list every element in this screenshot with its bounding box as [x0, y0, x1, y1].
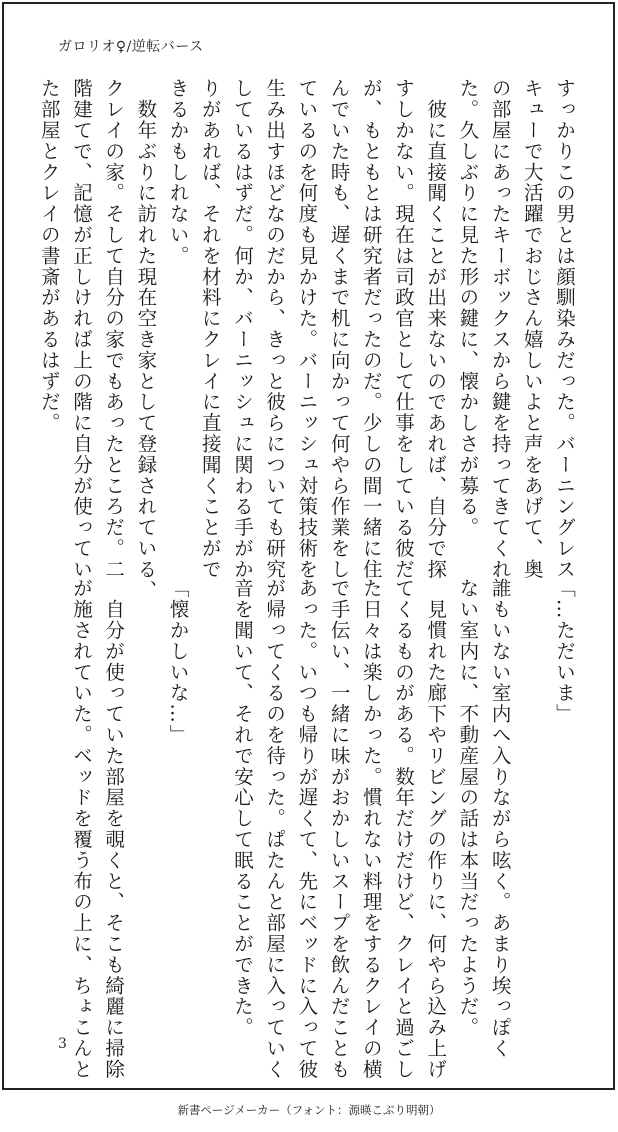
text-line: すしかない。現在は司政官として仕事をしている彼だ	[391, 78, 415, 580]
blank-line	[194, 578, 226, 1020]
text-line: 彼に直接聞くことが出来ないのであれば、自分で探	[424, 78, 448, 580]
text-line: すっかりこの男とは顔馴染みだった。バーニングレス	[553, 78, 576, 580]
text-line: 誰もいない室内へ入りながら呟く。あまり埃っぽく	[488, 578, 512, 1059]
text-line: 音を聞いて、それで安心して眠ることができた。	[230, 578, 254, 1038]
text-line: ているのを何度も見かけた。バーニッシュ対策技術を	[295, 78, 319, 580]
lower-text-column	[60, 578, 580, 1080]
upper-text-column	[37, 78, 580, 601]
text-line: あった。いつも帰りが遅くて、先にベッドに入って彼	[295, 578, 319, 1080]
text-line: ない室内に、不動産屋の話は本当だったようだ。	[456, 578, 480, 1038]
running-title: ガロリオ♀/逆転バース	[58, 39, 204, 55]
text-line: 「懐かしいな…」	[166, 578, 190, 746]
text-line: 階建てで、記憶が正しければ上の階に自分が使ってい	[69, 78, 93, 580]
text-line: りがあれば、それを材料にクレイに直接聞くことがで	[198, 78, 222, 580]
text-line: た。久しぶりに見た形の鍵に、懐かしさが募る。	[456, 78, 480, 538]
text-line: きるかもしれない。	[166, 78, 190, 267]
text-line: た日々は楽しかった。慣れない料理をするクレイの横	[359, 578, 383, 1080]
text-line: しているはずだ。何か、バーニッシュに関わる手がか	[230, 78, 254, 580]
text-line: が帰ってくるのを待った。ぱたんと部屋に入っていく	[263, 578, 287, 1080]
text-line: 自分が使っていた部屋を覗くと、そこも綺麗に掃除	[102, 578, 126, 1080]
text-line: てくるものがある。数年だけだけど、クレイと過ごし	[391, 578, 415, 1080]
text-line: の部屋にあったキーボックスから鍵を持ってきてくれ	[488, 78, 512, 580]
text-line: が、もともとは研究者だったのだ。少しの間一緒に住	[359, 78, 383, 580]
text-line: 見慣れた廊下やリビングの作りに、何やら込み上げ	[424, 578, 448, 1080]
text-line: 数年ぶりに訪れた現在空き家として登録されている、	[134, 78, 158, 601]
text-line: んでいた時も、遅くまで机に向かって何やら作業をし	[327, 78, 351, 580]
text-line: が施されていた。ベッドを覆う布の上に、ちょこんと	[69, 578, 93, 1080]
text-line: 生み出すほどなのだから、きっと彼らについても研究	[263, 78, 287, 580]
footer-credit: 新書ページメーカー（フォント：源暎こぶり明朝）	[177, 1103, 441, 1117]
page-number: 3	[58, 1036, 67, 1052]
text-line: クレイの家。そして自分の家でもあったところだ。二	[102, 78, 126, 580]
text-line: キューで大活躍でおじさん嬉しいよと声をあげて、奥	[520, 78, 544, 580]
blank-line	[129, 578, 161, 1020]
blank-line	[516, 578, 548, 1020]
text-line: 「…ただいま」	[553, 578, 576, 725]
text-line: た部屋とクレイの書斎があるはずだ。	[37, 78, 61, 434]
text-line: で手伝い、一緒に味がおかしいスープを飲んだことも	[327, 578, 351, 1080]
